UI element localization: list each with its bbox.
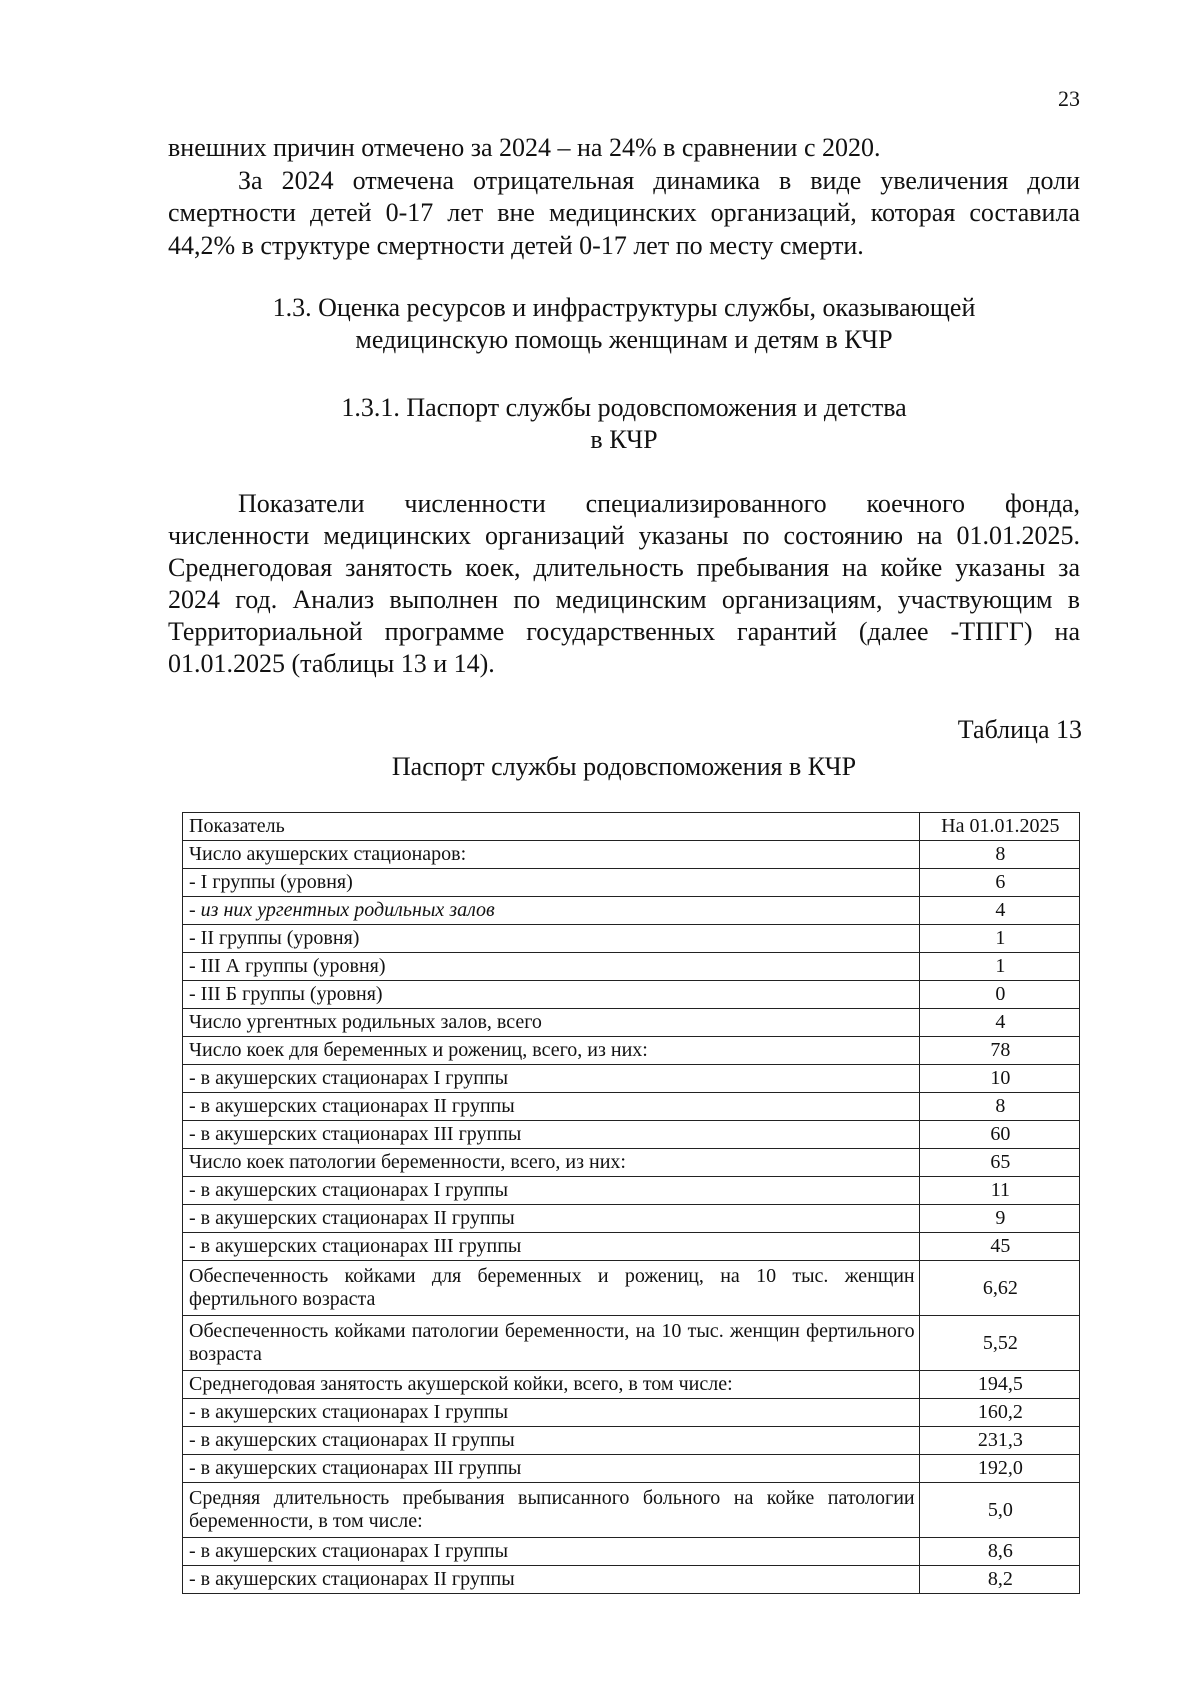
- row-value-cell: 1: [919, 925, 1079, 953]
- row-value-cell: 4: [919, 1009, 1079, 1037]
- table-title: Паспорт службы родовспоможения в КЧР: [391, 752, 857, 781]
- table-row: [183, 1538, 1080, 1566]
- table-row: [183, 1371, 1080, 1399]
- table-row: [183, 1427, 1080, 1455]
- table-number-label: Таблица 13: [957, 715, 1082, 744]
- table-row: [183, 1149, 1080, 1177]
- row-indicator-cell: - в акушерских стационарах III группы: [183, 1233, 920, 1261]
- section-heading-line-2: медицинскую помощь женщинам и детям в КЧР: [355, 325, 893, 354]
- row-indicator-cell: Обеспеченность койками патологии беременности, на 10 тыс. женщин фертильного возраста: [183, 1316, 920, 1371]
- row-value-cell: 8,6: [919, 1538, 1079, 1566]
- row-indicator-cell: - в акушерских стационарах II группы: [183, 1427, 920, 1455]
- table-row: [183, 1316, 1080, 1371]
- row-indicator-cell: - в акушерских стационарах III группы: [183, 1455, 920, 1483]
- row-value-cell: 45: [919, 1233, 1079, 1261]
- table-row: [183, 981, 1080, 1009]
- table-row: [183, 1261, 1080, 1316]
- table-row: [183, 1121, 1080, 1149]
- methodology-text-block: [168, 488, 1080, 680]
- row-value-cell: 10: [919, 1065, 1079, 1093]
- row-indicator-cell: - из них ургентных родильных залов: [183, 897, 920, 925]
- row-value-cell: 192,0: [919, 1455, 1079, 1483]
- row-indicator-cell: - в акушерских стационарах I группы: [183, 1399, 920, 1427]
- row-indicator-cell: Число ургентных родильных залов, всего: [183, 1009, 920, 1037]
- intro-text-block: [168, 132, 1080, 262]
- row-value-cell: 231,3: [919, 1427, 1079, 1455]
- row-value-cell: 1: [919, 953, 1079, 981]
- header-indicator-cell: Показатель: [183, 813, 920, 841]
- row-indicator-cell: - III Б группы (уровня): [183, 981, 920, 1009]
- row-value-cell: 11: [919, 1177, 1079, 1205]
- row-value-cell: 6,62: [919, 1261, 1079, 1316]
- table-row: [183, 1177, 1080, 1205]
- row-indicator-cell: - III А группы (уровня): [183, 953, 920, 981]
- header-value-cell: На 01.01.2025: [919, 813, 1079, 841]
- row-value-cell: 60: [919, 1121, 1079, 1149]
- row-value-cell: 8: [919, 841, 1079, 869]
- table-row: [183, 1037, 1080, 1065]
- table-row: [183, 1483, 1080, 1538]
- section-heading-line-1: 1.3. Оценка ресурсов и инфраструктуры службы, оказывающей: [272, 293, 976, 322]
- page-number: 23: [1058, 86, 1080, 111]
- table-row: [183, 841, 1080, 869]
- row-indicator-cell: Средняя длительность пребывания выписанного больного на койке патологии беременности, в том числе:: [183, 1483, 920, 1538]
- table-row: [183, 1399, 1080, 1427]
- table-row: [183, 869, 1080, 897]
- row-value-cell: 5,52: [919, 1316, 1079, 1371]
- table-row: [183, 1233, 1080, 1261]
- row-indicator-cell: Среднегодовая занятость акушерской койки, всего, в том числе:: [183, 1371, 920, 1399]
- row-value-cell: 160,2: [919, 1399, 1079, 1427]
- row-indicator-cell: - в акушерских стационарах II группы: [183, 1205, 920, 1233]
- table-row: [183, 1566, 1080, 1594]
- subsection-heading-line-1: 1.3.1. Паспорт службы родовспоможения и детства: [341, 393, 907, 422]
- row-indicator-cell: Число акушерских стационаров:: [183, 841, 920, 869]
- row-value-cell: 65: [919, 1149, 1079, 1177]
- table-row: [183, 925, 1080, 953]
- table-row: [183, 1065, 1080, 1093]
- row-indicator-cell: - в акушерских стационарах I группы: [183, 1177, 920, 1205]
- row-value-cell: 6: [919, 869, 1079, 897]
- row-value-cell: 4: [919, 897, 1079, 925]
- table-row: [183, 1093, 1080, 1121]
- subsection-heading-line-2: в КЧР: [590, 425, 658, 454]
- paragraph-2: За 2024 отмечена отрицательная динамика в виде увеличения доли смертности детей 0-17 лет вне медицинских организаций, которая составила 44,2% в структуре смертности детей 0-17 лет по месту смерти.: [168, 165, 1080, 260]
- row-indicator-cell: - в акушерских стационарах I группы: [183, 1065, 920, 1093]
- paragraph-1: внешних причин отмечено за 2024 – на 24% в сравнении с 2020.: [168, 133, 881, 162]
- row-value-cell: 0: [919, 981, 1079, 1009]
- table-row: [183, 897, 1080, 925]
- table-row: [183, 953, 1080, 981]
- paragraph-3: Показатели численности специализированного коечного фонда, численности медицинских организаций указаны по состоянию на 01.01.2025. Среднегодовая занятость коек, длительность пребывания на койке указаны за 2024 год. Анализ выполнен по медицинским организациям, участвующим в Территориальной программе государственных гарантий (далее -ТПГГ) на 01.01.2025 (таблицы 13 и 14).: [168, 489, 1080, 678]
- row-indicator-cell: Обеспеченность койками для беременных и рожениц, на 10 тыс. женщин фертильного возраста: [183, 1261, 920, 1316]
- row-value-cell: 9: [919, 1205, 1079, 1233]
- table-row: [183, 1205, 1080, 1233]
- row-indicator-cell: - в акушерских стационарах III группы: [183, 1121, 920, 1149]
- subsection-heading: [168, 392, 1080, 456]
- row-value-cell: 5,0: [919, 1483, 1079, 1538]
- row-indicator-cell: - в акушерских стационарах II группы: [183, 1093, 920, 1121]
- row-indicator-cell: - в акушерских стационарах II группы: [183, 1566, 920, 1594]
- table-header-row: [183, 813, 1080, 841]
- row-value-cell: 8: [919, 1093, 1079, 1121]
- row-indicator-cell: Число коек для беременных и рожениц, всего, из них:: [183, 1037, 920, 1065]
- table-row: [183, 1009, 1080, 1037]
- row-value-cell: 194,5: [919, 1371, 1079, 1399]
- row-indicator-cell: - в акушерских стационарах I группы: [183, 1538, 920, 1566]
- row-value-cell: 8,2: [919, 1566, 1079, 1594]
- maternity-service-passport-table: [182, 812, 1080, 1594]
- row-indicator-cell: Число коек патологии беременности, всего, из них:: [183, 1149, 920, 1177]
- row-indicator-cell: - I группы (уровня): [183, 869, 920, 897]
- table-row: [183, 1455, 1080, 1483]
- row-indicator-cell: - II группы (уровня): [183, 925, 920, 953]
- row-value-cell: 78: [919, 1037, 1079, 1065]
- section-heading: [168, 292, 1080, 356]
